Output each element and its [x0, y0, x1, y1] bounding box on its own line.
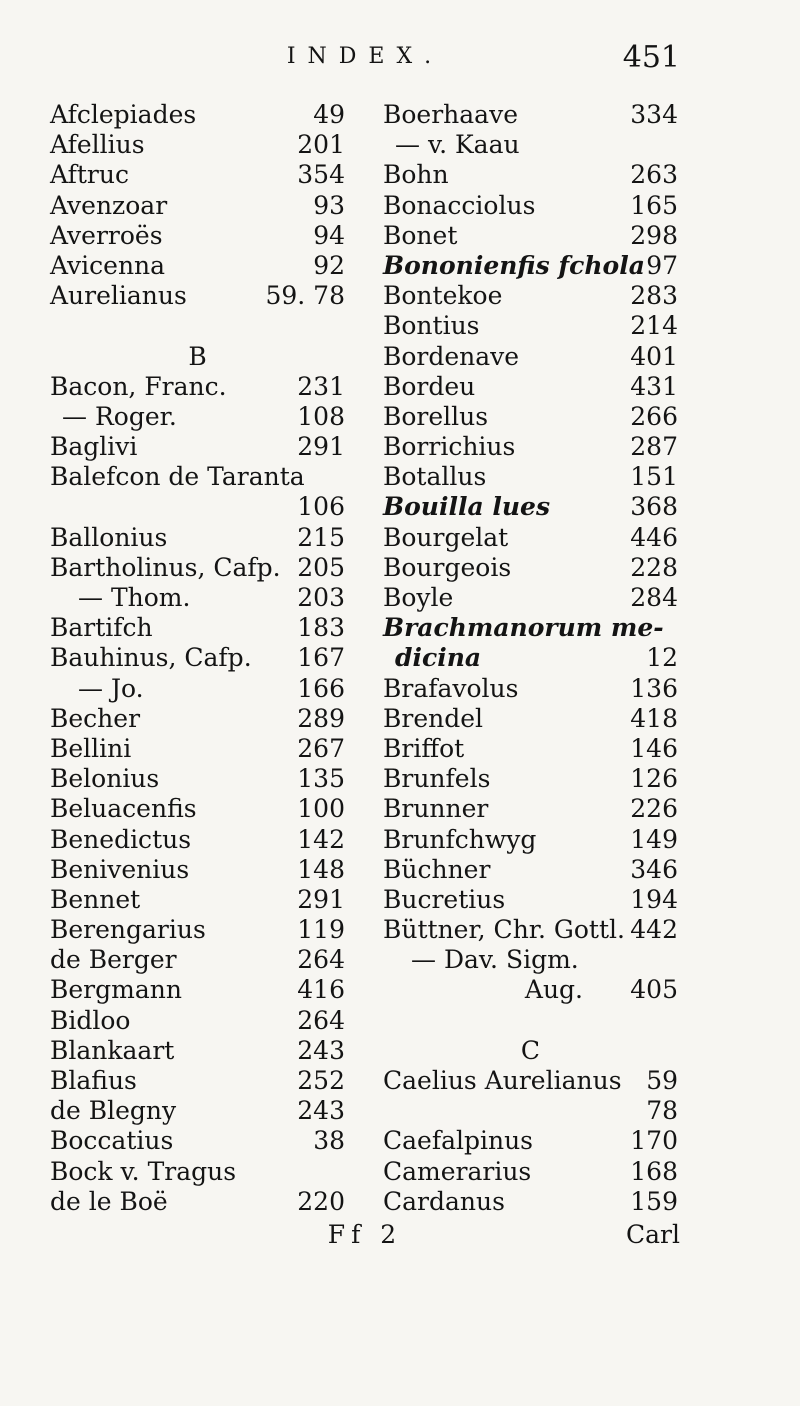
entry-page: 201 [297, 130, 345, 160]
entry-page: 243 [297, 1035, 345, 1065]
entry-name: Brunfchwyg [383, 824, 537, 854]
entry-page: 418 [630, 703, 678, 733]
entry-name: Brachmanorum me- [383, 613, 664, 643]
index-entry [383, 342, 678, 372]
entry-name: Brendel [383, 703, 484, 733]
index-column-left [50, 100, 345, 1217]
entry-name: Bartholinus, Cafp. [50, 552, 281, 582]
index-entry [50, 915, 345, 945]
entry-page: 92 [313, 250, 345, 280]
entry-name: Bontius [383, 311, 480, 341]
entry-page: 142 [297, 824, 345, 854]
index-entry [383, 704, 678, 734]
signature-mark: Ff 2 [327, 1220, 403, 1249]
index-entry [383, 372, 678, 402]
index-entry [383, 281, 678, 311]
page-header [50, 40, 680, 84]
entry-page: 401 [630, 341, 678, 371]
index-entry [383, 402, 678, 432]
entry-page: 267 [297, 733, 345, 763]
entry-page: 203 [297, 583, 345, 612]
entry-name: Avicenna [50, 250, 166, 280]
entry-page: 354 [297, 160, 345, 190]
entry-name: Caefalpinus [383, 1126, 534, 1156]
index-entry [383, 583, 678, 613]
index-entry [383, 432, 678, 462]
entry-page: 263 [630, 160, 678, 190]
entry-name: Bononienfis fchola [383, 250, 645, 280]
entry-name: Bourgelat [383, 522, 509, 552]
index-entry [50, 160, 345, 190]
entry-page: 231 [297, 371, 345, 401]
index-entry [50, 311, 345, 341]
index-entry [383, 130, 678, 160]
index-entry [50, 251, 345, 281]
entry-name: — Roger. [62, 401, 177, 431]
index-entry [50, 130, 345, 160]
index-entry [50, 975, 345, 1005]
index-entry [383, 915, 678, 945]
entry-page: 243 [297, 1096, 345, 1126]
entry-page: 214 [630, 311, 678, 341]
entry-page: 264 [297, 1005, 345, 1035]
entry-page: 226 [630, 794, 678, 824]
index-entry [383, 251, 678, 281]
index-entry [50, 794, 345, 824]
entry-name: Bennet [50, 884, 141, 914]
entry-name: Ballonius [50, 522, 168, 552]
entry-name: Beluacenfis [50, 794, 197, 824]
entry-name: Benedictus [50, 824, 192, 854]
entry-name: Belonius [50, 764, 160, 794]
entry-page: 108 [297, 401, 345, 431]
entry-page: 12 [646, 643, 678, 673]
entry-name: Aftruc [50, 160, 129, 190]
entry-name: — v. Kaau [395, 130, 520, 160]
entry-name: Büttner, Chr. Gottl. [383, 915, 625, 945]
entry-page: 266 [630, 401, 678, 431]
index-entry [383, 100, 678, 130]
index-entry [50, 945, 345, 975]
index-entry [50, 402, 345, 432]
entry-page: 405 [630, 975, 678, 1005]
entry-name: Briffot [383, 733, 465, 763]
entry-page: 167 [297, 643, 345, 673]
entry-name: — Jo. [78, 673, 144, 703]
entry-name: Aurelianus [50, 281, 187, 311]
entry-page: 168 [630, 1156, 678, 1186]
entry-name: Bock v. Tragus [50, 1156, 237, 1186]
entry-name: Afellius [50, 130, 145, 160]
index-entry [50, 825, 345, 855]
index-entry [50, 100, 345, 130]
entry-name: Balefcon de Taranta [50, 462, 305, 492]
entry-name: Bucretius [383, 884, 506, 914]
entry-page: 100 [297, 794, 345, 824]
index-entry [50, 462, 345, 492]
entry-name: Blankaart [50, 1035, 175, 1065]
entry-name: — Thom. [78, 583, 191, 612]
entry-page: 368 [630, 492, 678, 522]
page-number: 451 [622, 40, 680, 75]
entry-name: Bontekoe [383, 281, 503, 311]
index-entry [50, 613, 345, 643]
index-entry [50, 372, 345, 402]
entry-name: Boccatius [50, 1126, 174, 1156]
index-entry [50, 191, 345, 221]
index-entry [50, 281, 345, 311]
entry-page: 215 [297, 522, 345, 552]
entry-page: 205 [297, 552, 345, 582]
entry-name: Bauhinus, Cafp. [50, 643, 252, 673]
entry-name: Bordenave [383, 341, 520, 371]
entry-page: 252 [297, 1066, 345, 1095]
entry-name: Becher [50, 703, 141, 733]
index-entry [383, 191, 678, 221]
entry-page: 442 [630, 915, 678, 945]
entry-name: Caelius Aurelianus [383, 1066, 622, 1095]
entry-name: Averroës [50, 220, 163, 250]
entry-name: Bacon, Franc. [50, 371, 227, 401]
entry-page: 151 [630, 462, 678, 492]
index-entry [50, 1157, 345, 1187]
index-entry [383, 794, 678, 824]
index-entry [50, 221, 345, 251]
entry-page: 38 [313, 1126, 345, 1156]
entry-page: 298 [630, 220, 678, 250]
entry-page: 284 [630, 583, 678, 612]
entry-page: 148 [297, 854, 345, 884]
entry-name: Berengarius [50, 915, 206, 945]
entry-name: Bellini [50, 733, 132, 763]
index-entry [383, 855, 678, 885]
index-entry [383, 1157, 678, 1187]
entry-name: C [520, 1035, 541, 1065]
index-entry [50, 492, 345, 522]
entry-page: 194 [630, 884, 678, 914]
index-entry [50, 342, 345, 372]
entry-page: 119 [297, 915, 345, 945]
index-entry [383, 1187, 678, 1217]
index-entry [50, 885, 345, 915]
entry-name: Afclepiades [50, 100, 197, 129]
entry-page: 220 [297, 1186, 345, 1216]
entry-page: 94 [313, 220, 345, 250]
index-entry [383, 221, 678, 251]
index-entry [383, 674, 678, 704]
entry-name: Bohn [383, 160, 449, 190]
index-entry [50, 734, 345, 764]
index-entry [50, 704, 345, 734]
entry-page: 165 [630, 190, 678, 220]
entry-name: Boerhaave [383, 100, 518, 129]
entry-page: 291 [297, 884, 345, 914]
index-entry [383, 885, 678, 915]
entry-name: Brunner [383, 794, 489, 824]
index-entry [50, 643, 345, 673]
entry-page: 431 [630, 371, 678, 401]
index-entry [50, 583, 345, 613]
entry-page: 146 [630, 733, 678, 763]
entry-page: 97 [646, 250, 678, 280]
entry-page: 283 [630, 281, 678, 311]
entry-page: 78 [646, 1096, 678, 1126]
entry-name: Aug. [524, 975, 583, 1005]
entry-name: Bouilla lues [383, 492, 551, 522]
entry-name: Blafius [50, 1066, 137, 1095]
entry-page: 136 [630, 673, 678, 703]
index-entry [383, 160, 678, 190]
entry-page: 170 [630, 1126, 678, 1156]
entry-name: Bourgeois [383, 552, 512, 582]
index-entry [383, 643, 678, 673]
entry-page: 289 [297, 703, 345, 733]
index-column-right [383, 100, 678, 1217]
index-entry [383, 1036, 678, 1066]
index-entry [50, 1066, 345, 1096]
index-entry [383, 1066, 678, 1096]
entry-name: Avenzoar [50, 190, 168, 220]
index-entry [383, 825, 678, 855]
entry-page: 149 [630, 824, 678, 854]
entry-name: dicina [395, 643, 482, 673]
entry-name: Benivenius [50, 854, 190, 884]
index-entry [50, 1006, 345, 1036]
index-entry [383, 945, 678, 975]
entry-page: 183 [297, 613, 345, 643]
entry-name: Botallus [383, 462, 487, 492]
index-entry [50, 1126, 345, 1156]
entry-page: 291 [297, 432, 345, 462]
running-title: INDEX. [286, 44, 444, 69]
page-footer [50, 1220, 680, 1260]
entry-page: 334 [630, 100, 678, 129]
entry-page: 106 [297, 492, 345, 522]
entry-name: Büchner [383, 854, 491, 884]
entry-page: 416 [297, 975, 345, 1005]
entry-page: 228 [630, 552, 678, 582]
entry-page: 287 [630, 432, 678, 462]
entry-page: 446 [630, 522, 678, 552]
entry-name: — Dav. Sigm. [411, 945, 579, 975]
index-entry [383, 734, 678, 764]
entry-name: Cardanus [383, 1186, 505, 1216]
index-entry [383, 553, 678, 583]
entry-name: de Berger [50, 945, 177, 975]
index-entry [383, 1096, 678, 1126]
entry-name: Brunfels [383, 764, 491, 794]
index-entry [50, 855, 345, 885]
index-entry [50, 553, 345, 583]
entry-name: Bonacciolus [383, 190, 536, 220]
catchword: Carl [626, 1220, 680, 1249]
entry-name: Baglivi [50, 432, 138, 462]
entry-name: Camerarius [383, 1156, 532, 1186]
entry-page: 59. 78 [265, 281, 345, 311]
entry-page: 159 [630, 1186, 678, 1216]
entry-page: 93 [313, 190, 345, 220]
entry-page: 59 [646, 1066, 678, 1095]
entry-name: Bonet [383, 220, 458, 250]
entry-name: Borellus [383, 401, 489, 431]
entry-name: Bidloo [50, 1005, 131, 1035]
entry-name: de Blegny [50, 1096, 177, 1126]
index-entry [50, 764, 345, 794]
index-entry [50, 1036, 345, 1066]
index-entry [50, 523, 345, 553]
entry-page: 346 [630, 854, 678, 884]
index-entry [383, 1006, 678, 1036]
entry-name: Bartifch [50, 613, 153, 643]
index-entry [383, 764, 678, 794]
index-entry [383, 311, 678, 341]
entry-name: Bergmann [50, 975, 182, 1005]
index-entry [50, 1096, 345, 1126]
index-entry [383, 492, 678, 522]
entry-page: 126 [630, 764, 678, 794]
entry-page: 49 [313, 100, 345, 129]
index-entry [383, 523, 678, 553]
index-entry [383, 462, 678, 492]
index-entry [383, 1126, 678, 1156]
index-entry [50, 432, 345, 462]
entry-name: B [188, 341, 207, 371]
entry-name: Bordeu [383, 371, 476, 401]
index-entry [50, 674, 345, 704]
index-entry [383, 975, 678, 1005]
entry-page: 166 [297, 673, 345, 703]
entry-page: 264 [297, 945, 345, 975]
entry-name: de le Boë [50, 1186, 168, 1216]
index-entry [50, 1187, 345, 1217]
index-entry [383, 613, 678, 643]
entry-name: Borrichius [383, 432, 516, 462]
entry-name: Boyle [383, 583, 454, 612]
entry-name: Brafavolus [383, 673, 519, 703]
entry-page: 135 [297, 764, 345, 794]
